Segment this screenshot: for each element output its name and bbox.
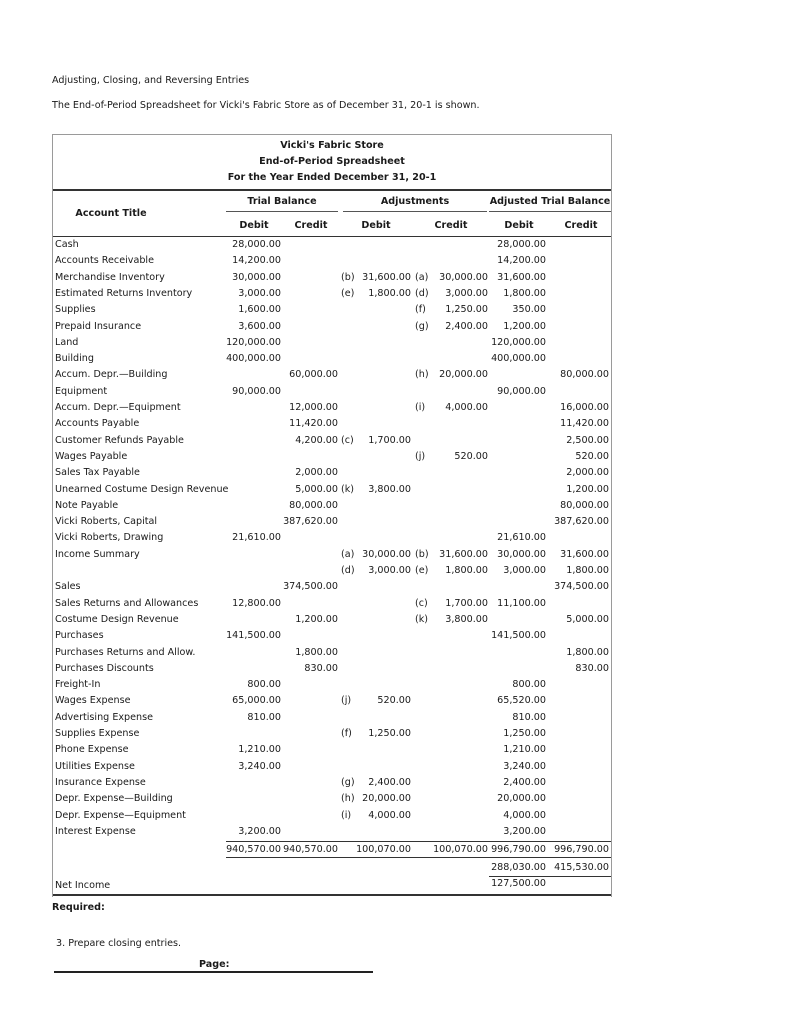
tb-debit: 120,000.00 <box>226 336 281 348</box>
tb-debit-header: Debit <box>239 220 269 231</box>
adj-credit-ref: (d) <box>415 287 429 299</box>
atb-debit: 20,000.00 <box>497 793 546 805</box>
tb-debit: 14,200.00 <box>232 255 281 267</box>
account-title: Depr. Expense—Equipment <box>55 809 186 821</box>
tb-credit: 374,500.00 <box>283 581 338 593</box>
total-atb-debit: 996,790.00 <box>491 844 546 855</box>
adj-debit: 3,800.00 <box>368 483 411 495</box>
adj-debit: 3,000.00 <box>368 565 411 576</box>
tb-credit: 830.00 <box>304 662 338 674</box>
adj-debit: 4,000.00 <box>368 809 411 821</box>
adj-debit-ref: (d) <box>341 565 355 576</box>
spreadsheet <box>52 134 612 897</box>
adj-debit: 2,400.00 <box>368 776 411 788</box>
tb-credit: 80,000.00 <box>289 499 338 511</box>
adj-credit-ref: (h) <box>415 369 429 381</box>
totals-double-rule <box>226 857 611 858</box>
adj-credit-ref: (e) <box>415 565 429 576</box>
tb-credit: 60,000.00 <box>289 369 338 381</box>
tb-debit: 12,800.00 <box>232 597 281 609</box>
adj-credit: 2,400.00 <box>445 320 488 332</box>
atb-debit: 800.00 <box>512 679 546 691</box>
subtotal-atb-credit: 415,530.00 <box>554 862 609 873</box>
atb-debit: 1,800.00 <box>503 287 546 299</box>
tb-debit: 3,000.00 <box>238 287 281 299</box>
atb-debit: 11,100.00 <box>497 597 546 609</box>
adj-credit: 20,000.00 <box>439 369 488 381</box>
account-title: Estimated Returns Inventory <box>55 287 193 299</box>
required-label: Required: <box>52 902 105 913</box>
heading: Adjusting, Closing, and Reversing Entries <box>52 75 250 86</box>
account-title: Accum. Depr.—Equipment <box>55 402 181 413</box>
tb-debit: 65,000.00 <box>232 695 281 707</box>
adj-debit: 1,700.00 <box>368 434 411 446</box>
total-tb-debit: 940,570.00 <box>226 844 281 855</box>
atb-credit-header: Credit <box>564 220 598 231</box>
page-underline <box>54 971 373 973</box>
atb-debit: 810.00 <box>512 711 546 723</box>
account-title: Building <box>55 353 94 365</box>
tb-credit: 2,000.00 <box>295 467 338 479</box>
atb-debit: 14,200.00 <box>497 255 546 267</box>
col-account-title: Account Title <box>75 208 147 219</box>
atb-debit: 3,240.00 <box>503 760 546 772</box>
adj-debit: 1,250.00 <box>368 728 411 739</box>
tb-debit: 810.00 <box>247 711 281 723</box>
atb-credit: 374,500.00 <box>554 581 609 593</box>
atb-credit: 520.00 <box>575 450 609 462</box>
atb-debit: 90,000.00 <box>497 385 546 397</box>
atb-debit-header: Debit <box>504 220 534 231</box>
atb-debit: 120,000.00 <box>491 336 546 348</box>
atb-debit: 65,520.00 <box>497 695 546 707</box>
account-title: Unearned Costume Design Revenue <box>55 483 229 495</box>
adj-debit: 31,600.00 <box>362 271 411 283</box>
adj-debit-ref: (i) <box>341 809 352 821</box>
atb-debit: 1,250.00 <box>503 728 546 739</box>
adj-debit-ref: (c) <box>341 434 354 446</box>
tb-credit: 1,800.00 <box>295 646 338 658</box>
atb-credit: 1,800.00 <box>566 646 609 658</box>
tb-debit: 30,000.00 <box>232 271 281 283</box>
account-title: Costume Design Revenue <box>55 613 179 625</box>
adj-debit: 30,000.00 <box>362 548 411 560</box>
tb-credit: 11,420.00 <box>289 418 338 430</box>
adj-credit-ref: (b) <box>415 548 429 560</box>
adj-debit-ref: (j) <box>341 695 352 707</box>
account-title: Cash <box>55 239 79 250</box>
account-title: Supplies <box>55 304 96 316</box>
adj-credit: 3,800.00 <box>445 613 488 625</box>
tb-credit: 1,200.00 <box>295 613 338 625</box>
total-adj-debit: 100,070.00 <box>356 844 411 855</box>
tb-debit: 3,200.00 <box>238 825 281 837</box>
tb-debit: 141,500.00 <box>226 630 281 642</box>
adj-credit: 520.00 <box>454 450 488 462</box>
atb-debit: 350.00 <box>512 304 546 316</box>
account-title: Income Summary <box>55 548 140 560</box>
atb-credit: 1,200.00 <box>566 483 609 495</box>
account-title: Accounts Payable <box>55 418 140 430</box>
account-title: Wages Expense <box>55 695 131 707</box>
account-title: Accum. Depr.—Building <box>55 369 168 381</box>
tb-debit: 28,000.00 <box>232 239 281 250</box>
atb-debit: 2,400.00 <box>503 776 546 788</box>
adj-credit-ref: (f) <box>415 304 426 316</box>
tb-underline <box>226 211 338 212</box>
atb-credit: 2,000.00 <box>566 467 609 479</box>
atb-underline <box>489 211 611 212</box>
atb-debit: 3,000.00 <box>503 565 546 576</box>
group-adjusted-trial-balance: Adjusted Trial Balance <box>489 196 611 207</box>
column-header-rule <box>53 236 611 237</box>
atb-credit: 31,600.00 <box>560 548 609 560</box>
total-tb-credit: 940,570.00 <box>283 844 338 855</box>
adj-credit: 1,800.00 <box>445 565 488 576</box>
adj-credit: 1,250.00 <box>445 304 488 316</box>
intro-text: The End-of-Period Spreadsheet for Vicki's Fabric Store as of December 31, 20-1 is shown. <box>52 100 480 111</box>
atb-debit: 141,500.00 <box>491 630 546 642</box>
atb-debit: 400,000.00 <box>491 353 546 365</box>
sheet-title: End-of-Period Spreadsheet <box>259 156 405 167</box>
adj-debit-ref: (k) <box>341 483 355 495</box>
tb-debit: 1,600.00 <box>238 304 281 316</box>
account-title: Wages Payable <box>55 450 128 462</box>
tb-debit: 3,240.00 <box>238 760 281 772</box>
adj-credit: 30,000.00 <box>439 271 488 283</box>
tb-debit: 90,000.00 <box>232 385 281 397</box>
group-adjustments: Adjustments <box>380 196 450 207</box>
account-title: Purchases Discounts <box>55 662 154 674</box>
adj-credit: 4,000.00 <box>445 402 488 413</box>
adj-debit-ref: (a) <box>341 548 355 560</box>
subtotal-atb-debit: 288,030.00 <box>491 862 546 873</box>
account-title: Equipment <box>55 385 108 397</box>
adj-debit-ref: (h) <box>341 793 355 805</box>
account-title: Sales Returns and Allowances <box>55 597 199 609</box>
adj-credit-header: Credit <box>434 220 468 231</box>
account-title: Accounts Receivable <box>55 255 154 267</box>
adj-underline <box>343 211 487 212</box>
tb-credit: 5,000.00 <box>295 483 338 495</box>
atb-credit: 16,000.00 <box>560 402 609 413</box>
total-atb-credit: 996,790.00 <box>554 844 609 855</box>
sheet-bottom-rule <box>53 894 611 896</box>
account-title: Interest Expense <box>55 825 136 837</box>
adj-credit-ref: (c) <box>415 597 428 609</box>
adj-debit: 520.00 <box>377 695 411 707</box>
atb-debit: 1,200.00 <box>503 320 546 332</box>
account-title: Sales Tax Payable <box>55 467 140 479</box>
tb-credit-header: Credit <box>294 220 328 231</box>
account-title: Sales <box>55 581 81 593</box>
atb-credit: 1,800.00 <box>566 565 609 576</box>
account-title: Vicki Roberts, Capital <box>55 516 158 528</box>
tb-debit: 1,210.00 <box>238 744 281 756</box>
adj-debit: 20,000.00 <box>362 793 411 805</box>
totals-rule <box>226 841 611 842</box>
atb-credit: 80,000.00 <box>560 369 609 381</box>
page-label: Page: <box>199 959 230 970</box>
atb-credit: 830.00 <box>575 662 609 674</box>
company-name: Vicki's Fabric Store <box>280 140 384 151</box>
account-title: Phone Expense <box>55 744 129 756</box>
account-title: Supplies Expense <box>55 728 140 739</box>
tb-debit: 400,000.00 <box>226 353 281 365</box>
account-title: Depr. Expense—Building <box>55 793 173 805</box>
tb-credit: 12,000.00 <box>289 402 338 413</box>
tb-credit: 4,200.00 <box>295 434 338 446</box>
atb-debit: 21,610.00 <box>497 532 546 544</box>
account-title: Land <box>55 336 79 348</box>
tb-credit: 387,620.00 <box>283 516 338 528</box>
account-title: Freight-In <box>55 679 101 691</box>
atb-debit: 3,200.00 <box>503 825 546 837</box>
adj-credit-ref: (i) <box>415 402 426 413</box>
adj-debit-ref: (b) <box>341 271 355 283</box>
tb-debit: 800.00 <box>247 679 281 691</box>
adj-credit-ref: (j) <box>415 450 426 462</box>
adj-credit-ref: (g) <box>415 320 429 332</box>
account-title: Prepaid Insurance <box>55 320 142 332</box>
adj-debit-ref: (e) <box>341 287 355 299</box>
group-trial-balance: Trial Balance <box>247 196 317 207</box>
net-income-atb-debit: 127,500.00 <box>491 878 546 889</box>
adj-debit-header: Debit <box>361 220 391 231</box>
atb-debit: 4,000.00 <box>503 809 546 821</box>
account-title: Customer Refunds Payable <box>55 434 184 446</box>
adj-credit: 31,600.00 <box>439 548 488 560</box>
tb-debit: 3,600.00 <box>238 320 281 332</box>
account-title: Advertising Expense <box>55 711 154 723</box>
task-text: 3. Prepare closing entries. <box>56 938 182 949</box>
sheet-period: For the Year Ended December 31, 20-1 <box>227 172 437 183</box>
atb-credit: 80,000.00 <box>560 499 609 511</box>
adj-credit-ref: (k) <box>415 613 429 625</box>
adj-debit: 1,800.00 <box>368 287 411 299</box>
tb-debit: 21,610.00 <box>232 532 281 544</box>
atb-credit: 387,620.00 <box>554 516 609 528</box>
atb-debit: 30,000.00 <box>497 548 546 560</box>
total-adj-credit: 100,070.00 <box>433 844 488 855</box>
account-title: Purchases <box>55 630 104 642</box>
atb-debit: 1,210.00 <box>503 744 546 756</box>
adj-credit-ref: (a) <box>415 271 429 283</box>
account-title: Purchases Returns and Allow. <box>55 646 196 658</box>
atb-credit: 11,420.00 <box>560 418 609 430</box>
account-title: Insurance Expense <box>55 776 146 788</box>
account-title: Utilities Expense <box>55 760 135 772</box>
adj-debit-ref: (g) <box>341 776 355 788</box>
net-income-label: Net Income <box>55 880 111 891</box>
atb-credit: 5,000.00 <box>566 613 609 625</box>
adj-credit: 3,000.00 <box>445 287 488 299</box>
subtotal-rule <box>489 876 611 877</box>
header-rule <box>53 189 611 191</box>
adj-debit-ref: (f) <box>341 728 352 739</box>
account-title: Merchandise Inventory <box>55 271 165 283</box>
account-title: Note Payable <box>55 499 119 511</box>
atb-debit: 28,000.00 <box>497 239 546 250</box>
atb-credit: 2,500.00 <box>566 434 609 446</box>
adj-credit: 1,700.00 <box>445 597 488 609</box>
account-title: Vicki Roberts, Drawing <box>55 532 164 544</box>
atb-debit: 31,600.00 <box>497 271 546 283</box>
